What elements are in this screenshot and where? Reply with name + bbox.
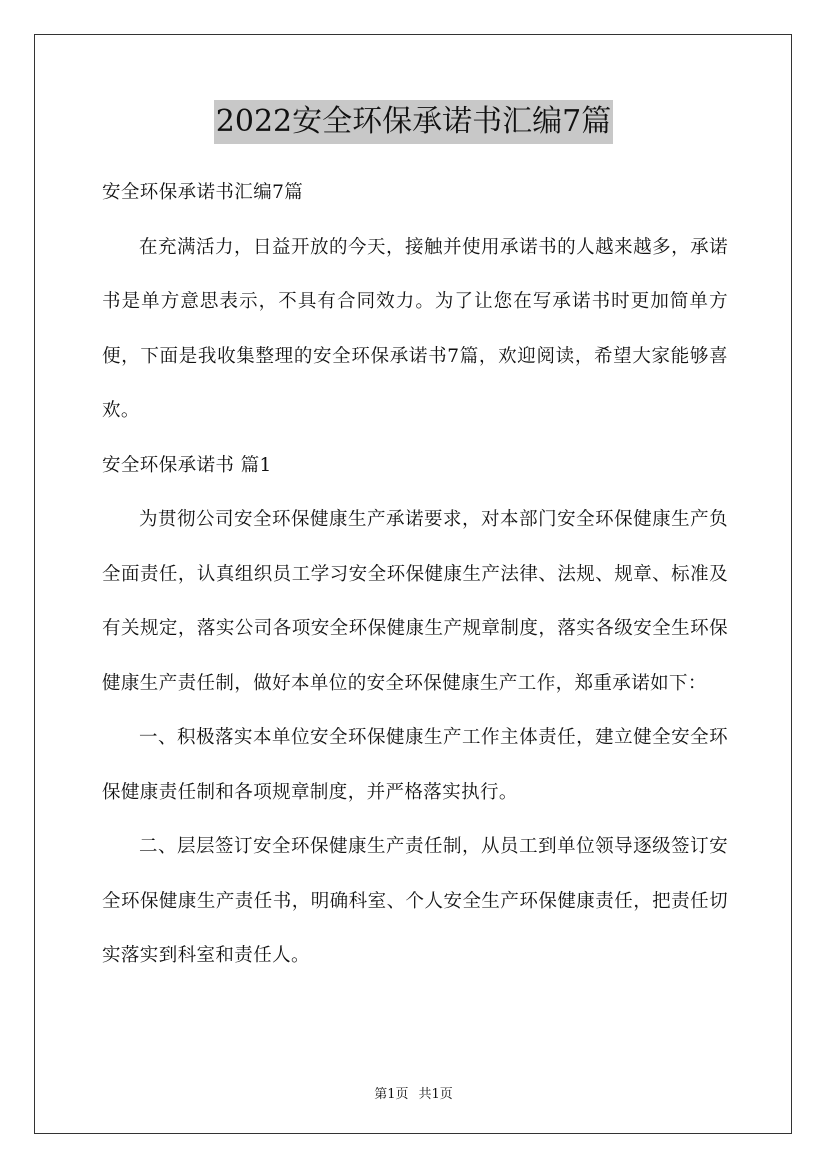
body-paragraph: 为贯彻公司安全环保健康生产承诺要求，对本部门安全环保健康生产负全面责任，认真组织员工学习安全环保健康生产法律、法规、规章、标准及有关规定，落实公司各项安全环保健康生产规章制度，落实各级安全生环保健康生产责任制，做好本单位的安全环保健康生产工作，郑重承诺如下： — [102, 509, 728, 694]
document-body — [102, 166, 728, 984]
document-title: 2022安全环保承诺书汇编7篇 — [214, 100, 613, 144]
section-heading: 安全环保承诺书 篇1 — [102, 454, 272, 476]
page-number: 第1页 — [374, 1087, 409, 1102]
page-footer — [0, 1083, 827, 1102]
intro-paragraph: 在充满活力，日益开放的今天，接触并使用承诺书的人越来越多，承诺书是单方意思表示，不具有合同效力。为了让您在写承诺书时更加简单方便，下面是我收集整理的安全环保承诺书7篇，欢迎阅读，希望大家能够喜欢。 — [102, 236, 728, 421]
body-paragraph: 一、积极落实本单位安全环保健康生产工作主体责任，建立健全安全环保健康责任制和各项规章制度，并严格落实执行。 — [102, 727, 728, 803]
title-container — [0, 100, 827, 144]
subtitle-paragraph: 安全环保承诺书汇编7篇 — [102, 182, 304, 203]
page-total: 共1页 — [418, 1087, 453, 1102]
body-paragraph: 二、层层签订安全环保健康生产责任制，从员工到单位领导逐级签订安全环保健康生产责任书，明确科室、个人安全生产环保健康责任，把责任切实落实到科室和责任人。 — [102, 836, 728, 966]
